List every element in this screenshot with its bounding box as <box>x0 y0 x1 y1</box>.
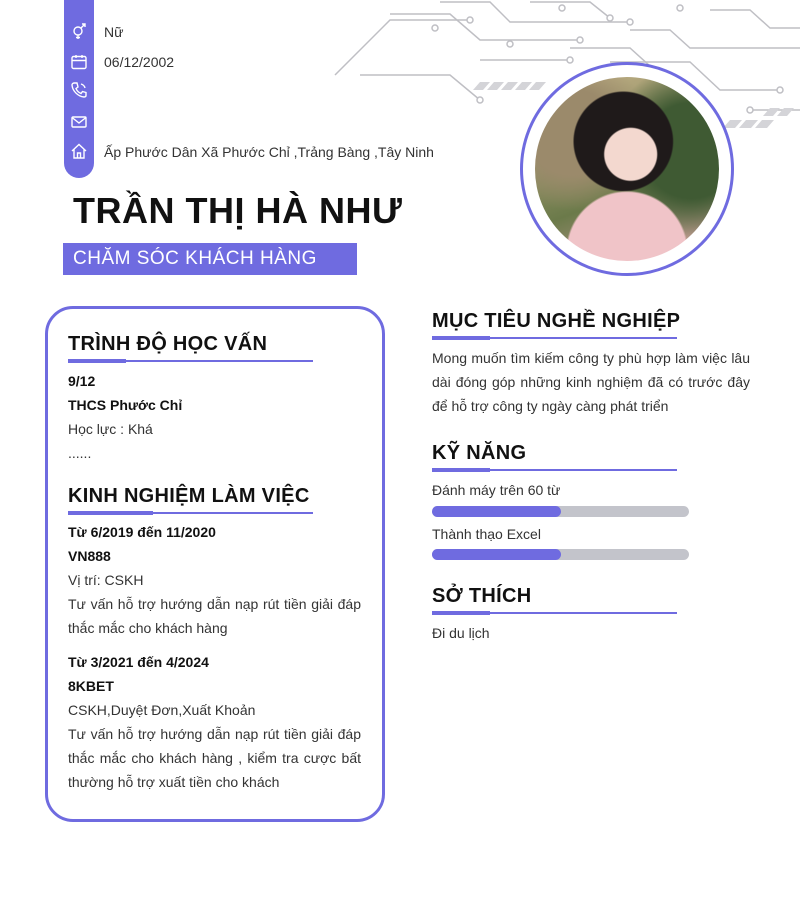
skills-divider-accent <box>432 468 490 472</box>
skill-label: Thành thạo Excel <box>432 526 541 542</box>
avatar-frame <box>520 62 734 276</box>
mail-icon <box>70 113 88 131</box>
address-value: Ấp Phước Dân Xã Phước Chỉ ,Trảng Bàng ,Tây Ninh <box>104 144 434 160</box>
hobbies-divider-accent <box>432 611 490 615</box>
birthdate-value: 06/12/2002 <box>104 54 175 70</box>
job-company: VN888 <box>68 548 111 564</box>
contact-sidebar <box>64 0 94 178</box>
calendar-icon <box>70 53 88 71</box>
skill-bar-track <box>432 549 689 560</box>
gender-icon <box>70 22 88 40</box>
education-grade: 9/12 <box>68 373 96 389</box>
hobby-item: Đi du lịch <box>432 625 490 641</box>
full-name: TRẦN THỊ HÀ NHƯ <box>73 190 403 231</box>
job-description: Tư vấn hỗ trợ hướng dẫn nạp rút tiền giải đáp thắc mắc cho khách hàng <box>68 596 361 636</box>
experience-heading: KINH NGHIỆM LÀM VIỆC <box>68 485 310 507</box>
job-company: 8KBET <box>68 678 114 694</box>
skill-bar-track <box>432 506 689 517</box>
objective-heading: MỤC TIÊU NGHỀ NGHIỆP <box>432 310 681 332</box>
hobbies-heading: SỞ THÍCH <box>432 585 532 607</box>
job-role: CSKH,Duyệt Đơn,Xuất Khoản <box>68 702 256 718</box>
gender-value: Nữ <box>104 24 124 40</box>
education-heading: TRÌNH ĐỘ HỌC VẤN <box>68 333 268 355</box>
skill-bar-fill <box>432 506 561 517</box>
job-description: Tư vấn hỗ trợ hướng dẫn nạp rút tiền giải đáp thắc mắc cho khách hàng , kiểm tra cược bất thường hỗ trợ xuất tiền cho khách <box>68 726 361 790</box>
education-rank: Học lực : Khá <box>68 421 153 437</box>
education-school: THCS Phước Chỉ <box>68 397 183 413</box>
experience-divider-accent <box>68 511 153 515</box>
job-title-band <box>63 243 357 275</box>
avatar <box>535 77 719 261</box>
job-title: CHĂM SÓC KHÁCH HÀNG <box>73 248 317 269</box>
job-role: Vị trí: CSKH <box>68 572 144 588</box>
home-icon <box>70 142 88 160</box>
skills-heading: KỸ NĂNG <box>432 442 527 464</box>
objective-text: Mong muốn tìm kiếm công ty phù hợp làm việc lâu dài đóng góp những kinh nghiệm đã có trước đây để hỗ trợ công ty ngày càng phát triển <box>432 350 750 414</box>
phone-icon <box>70 81 88 99</box>
job-period: Từ 6/2019 đến 11/2020 <box>68 524 216 540</box>
job-period: Từ 3/2021 đến 4/2024 <box>68 654 209 670</box>
skill-bar-fill <box>432 549 561 560</box>
education-more: ...... <box>68 445 92 461</box>
education-divider-accent <box>68 359 126 363</box>
objective-divider-accent <box>432 336 490 340</box>
skill-label: Đánh máy trên 60 từ <box>432 482 561 498</box>
